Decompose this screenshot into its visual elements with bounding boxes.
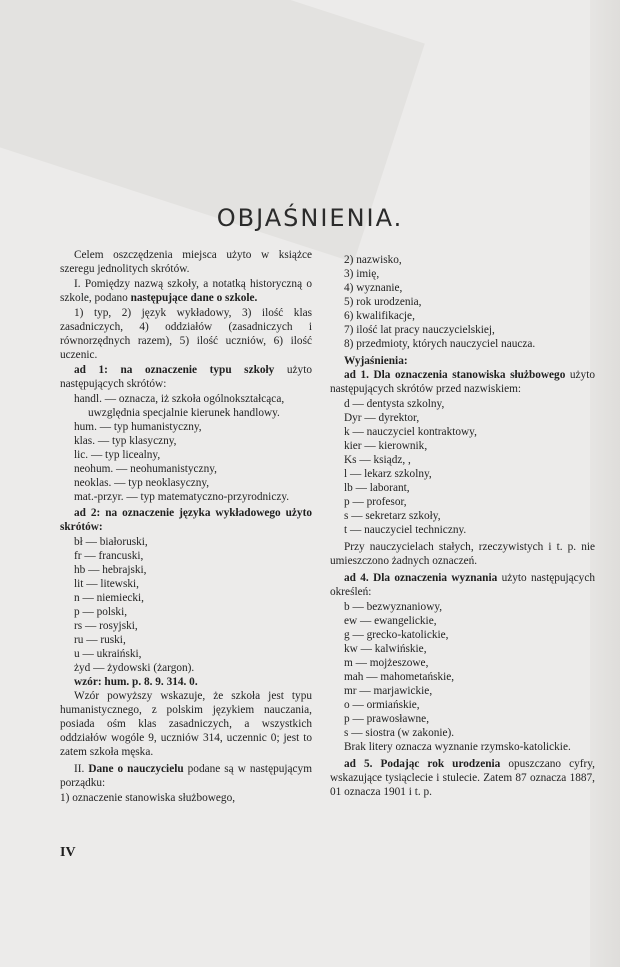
ad1-position-intro [330,368,595,396]
position-item: Ks — ksiądz, , [344,454,411,466]
example-line [60,675,312,689]
section-ii [60,762,312,790]
language-item: lit — litewski, [74,578,139,590]
catholic-note: Brak litery oznacza wyznanie rzymsko-katolickie. [344,741,571,753]
section-ii-text: podane są w następującym porządku: [60,763,312,789]
position-item: kier — kierownik, [344,440,428,452]
position-item: Dyr — dyrektor, [344,412,420,424]
teacher-data-item: 1) oznaczenie stanowiska służbowego, [60,792,236,804]
language-item: u — ukraiński, [74,648,142,660]
ad1-position-text: użyto następujących skrótów przed nazwiskiem: [330,369,595,395]
religion-item: ew — ewangelickie, [344,615,437,627]
position-item: p — profesor, [344,496,407,508]
ad4-religion-bold: ad 4. Dla oznaczenia wyznania [344,572,498,584]
example-label: wzór: [74,676,105,688]
position-item: s — sekretarz szkoły, [344,510,441,522]
religion-item: mr — marjawickie, [344,685,433,697]
section-i [60,277,312,305]
religion-item: o — ormiańskie, [344,699,420,711]
religion-item: mah — mahometańskie, [344,671,455,683]
religion-item: p — prawosławne, [344,713,430,725]
language-item: rs — rosyjski, [74,620,138,632]
section-ii-number: II. [74,763,89,775]
ad1-type-bold: ad 1: na oznaczenie typu szkoły [74,364,275,376]
ad5-birthyear-text: opuszczano cyfry, wskazujące tysiąclecie i stulecie. Zatem 87 oznacza 1887, 01 oznacza 1901 i t. p. [330,758,595,798]
type-item: neoklas. — typ neoklasyczny, [74,477,210,489]
religion-item: b — bezwyznaniowy, [344,601,443,613]
type-item: neohum. — neohumanistyczny, [74,463,217,475]
ad5-birthyear-bold: ad 5. Podając rok urodzenia [344,758,501,770]
ad1-type-text: użyto następujących skrótów: [60,364,312,390]
teacher-data-item: 5) rok urodzenia, [344,296,422,308]
ad5-birthyear [330,757,595,799]
type-item: mat.-przyr. — typ matematyczno-przyrodniczy. [74,491,290,503]
school-data-list: 1) typ, 2) język wykładowy, 3) ilość klas zasadniczych, 4) oddziałów (zasadniczych i równorzędnych razem), 5) ilość uczniów, 6) ilość uczenic. [60,307,312,361]
teacher-data-item: 2) nazwisko, [344,254,402,266]
page-title: OBJAŚNIENIA. [216,204,404,232]
teacher-data-item: 7) ilość lat pracy nauczycielskiej, [344,324,495,336]
type-item: hum. — typ humanistyczny, [74,421,202,433]
section-i-text: I. Pomiędzy nazwą szkoły, a notatką historyczną o szkole, podano [60,278,312,304]
position-item: t — nauczyciel techniczny. [344,524,467,536]
intro-paragraph: Celem oszczędzenia miejsca użyto w książce szeregu jednolitych skrótów. [60,249,312,275]
teacher-data-item: 8) przedmioty, których nauczyciel naucza. [344,338,536,350]
section-ii-bold: Dane o nauczycielu [88,763,184,775]
type-item: klas. — typ klasyczny, [74,435,177,447]
ad4-religion-intro [330,571,595,599]
position-item: d — dentysta szkolny, [344,398,445,410]
language-item: bł — białoruski, [74,536,148,548]
permanent-teachers-note: Przy nauczycielach stałych, rzeczywistych i t. p. nie umieszczono żadnych oznaczeń. [330,541,595,567]
example-value: hum. p. 8. 9. 314. 0. [104,676,198,688]
ad2-language-intro: ad 2: na oznaczenie języka wykładowego użyto skrótów: [60,507,312,533]
language-item: hb — hebrajski, [74,564,147,576]
teacher-data-item: 3) imię, [344,268,380,280]
position-item: lb — laborant, [344,482,410,494]
language-item: n — niemiecki, [74,592,144,604]
position-item: k — nauczyciel kontraktowy, [344,426,477,438]
section-i-bold: następujące dane o szkole. [130,292,258,304]
language-item: p — polski, [74,606,128,618]
position-item: l — lekarz szkolny, [344,468,432,480]
language-item: ru — ruski, [74,634,126,646]
explanations-heading: Wyjaśnienia: [344,355,408,367]
language-item: fr — francuski, [74,550,144,562]
ad4-religion-text: użyto następujących określeń: [330,572,595,598]
religion-item: s — siostra (w zakonie). [344,727,455,739]
type-item-handl: handl. — oznacza, iż szkoła ogólnokształcąca, uwzględnia specjalnie kierunek handlowy. [74,393,285,419]
teacher-data-item: 4) wyznanie, [344,282,403,294]
example-description: Wzór powyższy wskazuje, że szkoła jest typu humanistycznego, z polskim językiem nauczania, posiada ośm klas zasadniczych, a wszystkich oddziałów wogóle 9, uczniów 314, uczennic 0; jest to zatem szkoła męska. [60,690,312,758]
religion-item: g — grecko-katolickie, [344,629,449,641]
ad1-position-bold: ad 1. Dla oznaczenia stanowiska służbowego [344,369,566,381]
type-item: lic. — typ licealny, [74,449,161,461]
left-column [60,248,312,805]
religion-item: m — mojżeszowe, [344,657,429,669]
right-column [330,253,595,800]
religion-item: kw — kalwińskie, [344,643,427,655]
teacher-data-item: 6) kwalifikacje, [344,310,415,322]
page-number: IV [60,845,76,860]
ad1-type-intro [60,363,312,391]
language-item: żyd — żydowski (żargon). [74,662,195,674]
